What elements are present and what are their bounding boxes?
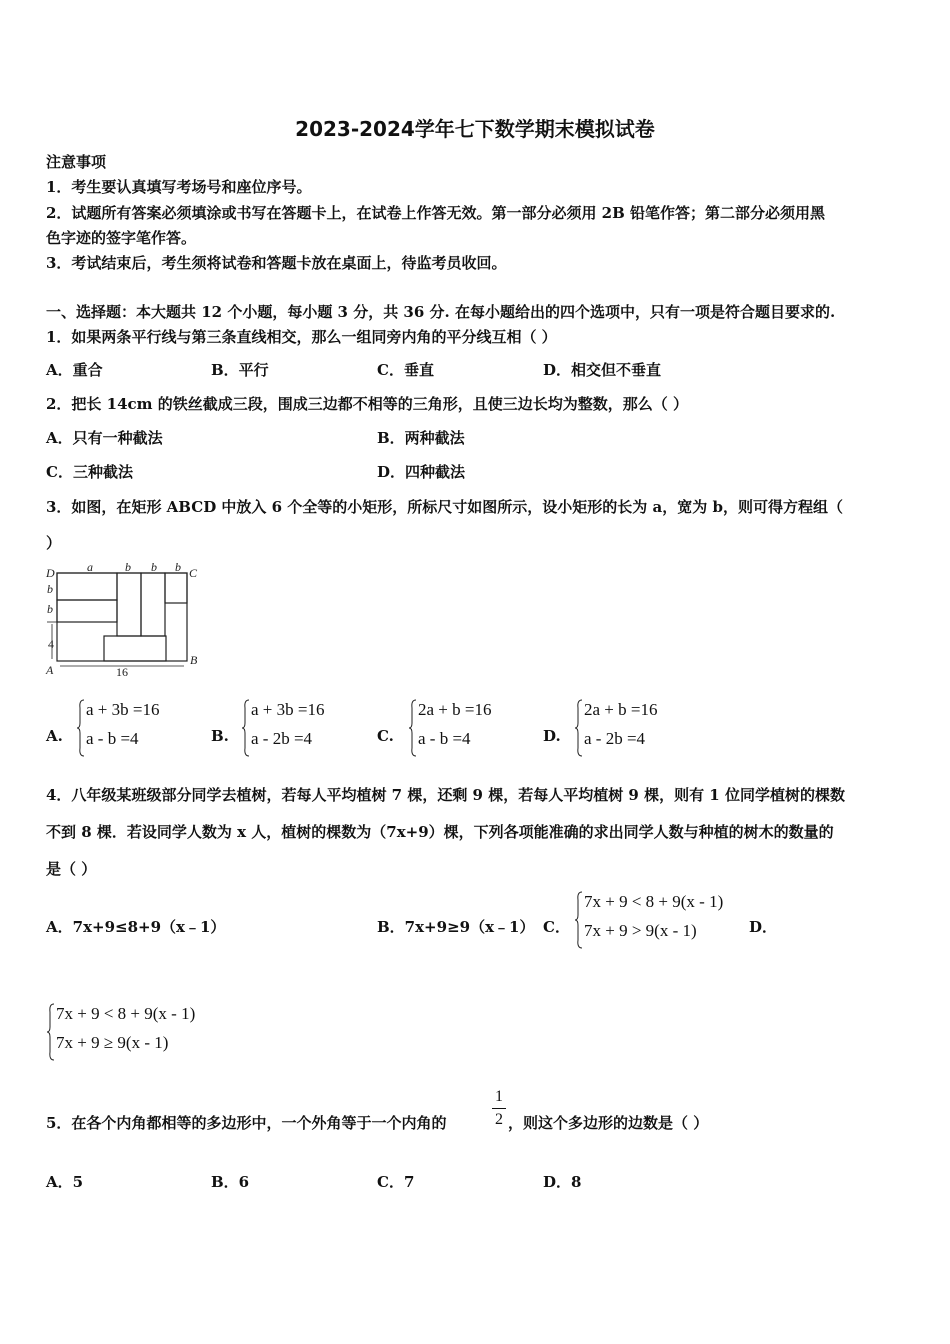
small-rect bbox=[104, 636, 166, 661]
label-sixteen: 16 bbox=[116, 665, 128, 679]
equation-1: 7x + 9 < 8 + 9(x - 1) bbox=[56, 1004, 196, 1023]
equation-1: 2a + b =16 bbox=[584, 700, 658, 719]
equation-1: a + 3b =16 bbox=[251, 700, 325, 719]
q4-option-d-system bbox=[46, 1002, 226, 1062]
brace-icon bbox=[241, 698, 251, 758]
fraction-numerator: 1 bbox=[495, 1088, 503, 1105]
notice-item: 2．试题所有答案必须填涂或书写在答题卡上，在试卷上作答无效。第一部分必须用 2B 铅笔作答；第二部分必须用黑 bbox=[46, 204, 826, 222]
q4-option-c-letter: C． bbox=[543, 918, 570, 936]
q5-option-b: B．6 bbox=[211, 1173, 250, 1191]
equation-2: a - 2b =4 bbox=[251, 729, 313, 748]
q2-option-c: C．三种截法 bbox=[46, 463, 133, 481]
q3-option-c-system bbox=[408, 698, 518, 758]
label-left-b: b bbox=[47, 602, 53, 616]
notice-item: 色字迹的签字笔作答。 bbox=[46, 229, 197, 247]
small-rect bbox=[57, 573, 117, 600]
q3-option-b-letter: B. bbox=[211, 727, 229, 745]
label-left-b: b bbox=[47, 582, 53, 596]
equation-2: a - b =4 bbox=[86, 729, 139, 748]
q3-option-c-letter: C. bbox=[377, 727, 394, 745]
small-rect bbox=[117, 573, 141, 636]
label-a: A bbox=[46, 663, 54, 677]
label-top-b: b bbox=[151, 560, 157, 574]
equation-2: 7x + 9 ≥ 9(x - 1) bbox=[56, 1033, 169, 1052]
q5-stem-post: ，则这个多边形的边数是（ ） bbox=[508, 1114, 709, 1132]
label-top-b: b bbox=[125, 560, 131, 574]
q1-stem: 1．如果两条平行线与第三条直线相交，那么一组同旁内角的平分线互相（ ） bbox=[46, 328, 557, 346]
brace-icon bbox=[46, 1002, 56, 1062]
q1-option-c: C．垂直 bbox=[377, 361, 434, 379]
q3-figure bbox=[40, 560, 210, 680]
q4-option-a: A．7x+9≤8+9（x﹣1） bbox=[46, 918, 226, 936]
equation-1: 2a + b =16 bbox=[418, 700, 492, 719]
q3-stem: 3．如图，在矩形 ABCD 中放入 6 个全等的小矩形，所标尺寸如图所示，设小矩形的长为 a，宽为 b，则可得方程组（ bbox=[46, 498, 843, 516]
equation-2: a - 2b =4 bbox=[584, 729, 646, 748]
brace-icon bbox=[76, 698, 86, 758]
q4-stem: 不到 8 棵．若设同学人数为 x 人，植树的棵数为（7x+9）棵，下列各项能准确的求出同学人数与种植的树木的数量的 bbox=[46, 823, 834, 841]
brace-icon bbox=[574, 698, 584, 758]
q3-option-a-letter: A. bbox=[46, 727, 63, 745]
notice-item: 1．考生要认真填写考场号和座位序号。 bbox=[46, 178, 312, 196]
equation-1: a + 3b =16 bbox=[86, 700, 160, 719]
notice-item: 3．考试结束后，考生须将试卷和答题卡放在桌面上，待监考员收回。 bbox=[46, 254, 507, 272]
equation-2: a - b =4 bbox=[418, 729, 471, 748]
q2-option-b: B．两种截法 bbox=[377, 429, 465, 447]
q4-option-b: B．7x+9≥9（x﹣1） bbox=[377, 918, 535, 936]
fraction-denominator: 2 bbox=[495, 1111, 503, 1128]
rect-abcd bbox=[57, 573, 187, 661]
small-rect bbox=[165, 573, 187, 603]
equation-1: 7x + 9 < 8 + 9(x - 1) bbox=[584, 892, 724, 911]
q3-stem-end: ） bbox=[46, 534, 62, 552]
label-c: C bbox=[189, 566, 198, 580]
notice-heading: 注意事项 bbox=[46, 153, 107, 171]
q5-fraction bbox=[492, 1088, 506, 1129]
q5-option-c: C．7 bbox=[377, 1173, 415, 1191]
q3-option-b-system bbox=[241, 698, 351, 758]
label-d: D bbox=[46, 566, 55, 580]
label-top-b: b bbox=[175, 560, 181, 574]
page-title: 2023-2024学年七下数学期末模拟试卷 bbox=[295, 117, 655, 141]
brace-icon bbox=[408, 698, 418, 758]
q3-option-a-system bbox=[76, 698, 186, 758]
q5-stem-pre: 5．在各个内角都相等的多边形中，一个外角等于一个内角的 bbox=[46, 1114, 447, 1132]
brace-icon bbox=[574, 890, 584, 950]
equation-2: 7x + 9 > 9(x - 1) bbox=[584, 921, 697, 940]
q1-option-d: D．相交但不垂直 bbox=[543, 361, 662, 379]
q4-option-c-system bbox=[574, 890, 744, 950]
section-heading: 一、选择题：本大题共 12 个小题，每小题 3 分，共 36 分. 在每小题给出的四个选项中，只有一项是符合题目要求的. bbox=[46, 303, 836, 321]
label-four: 4 bbox=[48, 637, 54, 651]
q2-option-a: A．只有一种截法 bbox=[46, 429, 163, 447]
q5-option-d: D．8 bbox=[543, 1173, 582, 1191]
label-b: B bbox=[190, 653, 198, 667]
q5-option-a: A．5 bbox=[46, 1173, 84, 1191]
q3-option-d-letter: D. bbox=[543, 727, 561, 745]
q3-option-d-system bbox=[574, 698, 684, 758]
q4-option-d-letter: D． bbox=[749, 918, 778, 936]
label-top-a: a bbox=[87, 560, 93, 574]
q4-stem: 是（ ） bbox=[46, 860, 97, 878]
q1-option-b: B．平行 bbox=[211, 361, 269, 379]
small-rect bbox=[141, 573, 165, 636]
small-rect bbox=[57, 600, 117, 622]
q2-stem: 2．把长 14cm 的铁丝截成三段，围成三边都不相等的三角形，且使三边长均为整数，那么（ ） bbox=[46, 395, 688, 413]
q2-option-d: D．四种截法 bbox=[377, 463, 466, 481]
q4-stem: 4．八年级某班级部分同学去植树，若每人平均植树 7 棵，还剩 9 棵，若每人平均植树 9 棵，则有 1 位同学植树的棵数 bbox=[46, 786, 845, 804]
q1-option-a: A．重合 bbox=[46, 361, 103, 379]
